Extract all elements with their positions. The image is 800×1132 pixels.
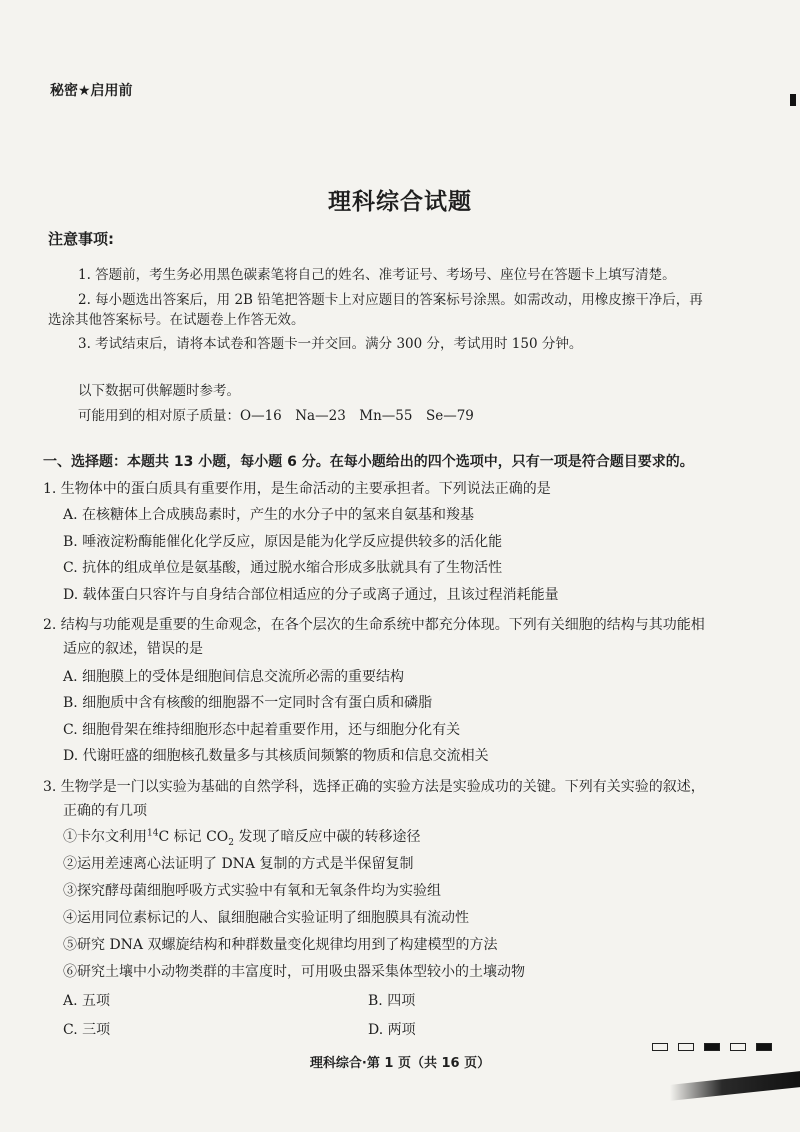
page-footer: 理科综合·第 1 页（共 16 页） [309, 1056, 491, 1071]
question-1-option-c: C. 抗体的组成单位是氨基酸，通过脱水缩合形成多肽就具有了生物活性 [63, 560, 503, 576]
question-2-option-d: D. 代谢旺盛的细胞核孔数量多与其核质间频繁的物质和信息交流相关 [63, 748, 489, 764]
question-2-option-b: B. 细胞质中含有核酸的细胞器不一定同时含有蛋白质和磷脂 [63, 695, 433, 711]
alignment-mark-hollow [652, 1043, 668, 1051]
alignment-mark-filled [756, 1043, 772, 1051]
alignment-marks [652, 1043, 772, 1051]
notice-item-2-line-2: 选涂其他答案标号。在试题卷上作答无效。 [48, 312, 305, 328]
question-1-stem: 1. 生物体中的蛋白质具有重要作用，是生命活动的主要承担者。下列说法正确的是 [43, 481, 551, 497]
statement-1: ①卡尔文利用$^{14}$C 标记 $CO_2$ 发现了暗反应中碳的转移途径 [63, 828, 421, 848]
question-3-option-c: C. 三项 [63, 1022, 111, 1038]
question-1-option-b: B. 唾液淀粉酶能催化化学反应，原因是能为化学反应提供较多的活化能 [63, 534, 503, 550]
alignment-mark-hollow [730, 1043, 746, 1051]
page-title: 理科综合试题 [328, 188, 472, 215]
confidential-label: 秘密★启用前 [50, 83, 133, 99]
statement-2: ②运用差速离心法证明了 DNA 复制的方式是半保留复制 [63, 856, 414, 872]
question-3-option-a: A. 五项 [63, 993, 111, 1009]
question-2-stem-line-2: 适应的叙述，错误的是 [63, 641, 203, 657]
question-2-stem-line-1: 2. 结构与功能观是重要的生命观念，在各个层次的生命系统中都充分体现。下列有关细胞的结构与其功能相 [43, 617, 705, 633]
scan-edge-mark [790, 94, 796, 106]
notice-item-1: 1. 答题前，考生务必用黑色碳素笔将自己的姓名、准考证号、考场号、座位号在答题卡上填写清楚。 [78, 267, 676, 283]
statement-5: ⑤研究 DNA 双螺旋结构和种群数量变化规律均用到了构建模型的方法 [63, 937, 498, 953]
scan-edge-shadow [670, 1071, 800, 1101]
atomic-mass-line: 可能用到的相对原子质量：O—16 Na—23 Mn—55 Se—79 [78, 408, 474, 424]
question-3-stem-line-2: 正确的有几项 [63, 803, 147, 819]
question-3-option-d: D. 两项 [368, 1022, 416, 1038]
reference-line-1: 以下数据可供解题时参考。 [78, 383, 240, 399]
question-1-option-a: A. 在核糖体上合成胰岛素时，产生的水分子中的氢来自氨基和羧基 [63, 507, 475, 523]
question-3-option-b: B. 四项 [368, 993, 416, 1009]
statement-6: ⑥研究土壤中小动物类群的丰富度时，可用吸虫器采集体型较小的土壤动物 [63, 964, 525, 980]
statement-3: ③探究酵母菌细胞呼吸方式实验中有氧和无氧条件均为实验组 [63, 883, 441, 899]
section-heading: 一、选择题：本题共 13 小题，每小题 6 分。在每小题给出的四个选项中，只有一项是符合题目要求的。 [43, 454, 694, 470]
statement-4: ④运用同位素标记的人、鼠细胞融合实验证明了细胞膜具有流动性 [63, 910, 469, 926]
alignment-mark-hollow [678, 1043, 694, 1051]
question-3-stem-line-1: 3. 生物学是一门以实验为基础的自然学科，选择正确的实验方法是实验成功的关键。下列有关实验的叙述， [43, 779, 705, 795]
notice-item-2-line-1: 2. 每小题选出答案后，用 2B 铅笔把答题卡上对应题目的答案标号涂黑。如需改动，用橡皮擦干净后，再 [78, 292, 703, 308]
question-1-option-d: D. 载体蛋白只容许与自身结合部位相适应的分子或离子通过，且该过程消耗能量 [63, 587, 559, 603]
notice-heading: 注意事项: [48, 230, 114, 248]
question-2-option-a: A. 细胞膜上的受体是细胞间信息交流所必需的重要结构 [63, 669, 405, 685]
alignment-mark-filled [704, 1043, 720, 1051]
question-2-option-c: C. 细胞骨架在维持细胞形态中起着重要作用，还与细胞分化有关 [63, 722, 461, 738]
notice-item-3: 3. 考试结束后，请将本试卷和答题卡一并交回。满分 300 分，考试用时 150 分钟。 [78, 336, 583, 352]
